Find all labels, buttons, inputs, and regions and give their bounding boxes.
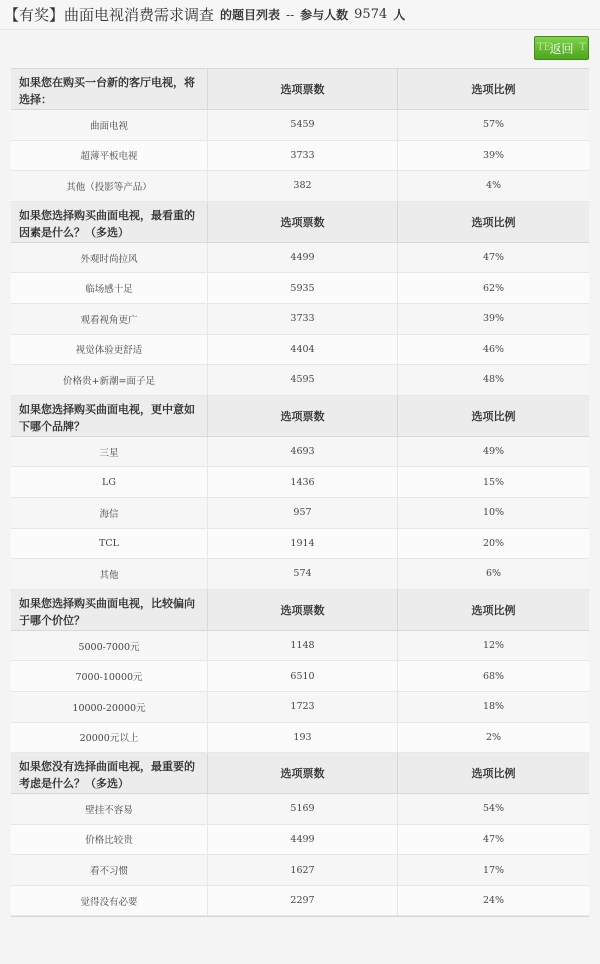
participants-unit: 人	[393, 8, 406, 22]
option-rows	[11, 110, 589, 202]
back-button-label: 返回	[549, 41, 574, 56]
option-votes: 4499	[208, 243, 398, 273]
option-votes: 4693	[208, 437, 398, 467]
option-rows	[11, 794, 589, 916]
option-row	[11, 723, 589, 754]
option-label: 觉得没有必要	[11, 886, 208, 916]
back-button-left-glyph: TE	[537, 42, 551, 53]
option-label: 三星	[11, 437, 208, 467]
option-label: 海信	[11, 498, 208, 528]
option-label: 7000-10000元	[11, 661, 208, 691]
option-votes: 1723	[208, 692, 398, 722]
participants-count: 9574	[354, 7, 388, 22]
question-text: 如果您选择购买曲面电视，比较偏向于哪个价位？	[11, 590, 208, 630]
question-text: 如果您在购买一台新的客厅电视，将选择：	[11, 69, 208, 109]
option-row	[11, 855, 589, 886]
option-ratio: 62%	[482, 282, 505, 294]
option-ratio: 15%	[482, 476, 505, 488]
option-label: TCL	[11, 529, 208, 559]
option-label: 其他（投影等产品）	[11, 171, 208, 201]
page-subtitle: 的题目列表	[220, 8, 281, 22]
option-votes: 5169	[208, 794, 398, 824]
option-votes: 574	[208, 559, 398, 589]
option-label: 价格比较贵	[11, 825, 208, 855]
option-votes: 3733	[208, 304, 398, 334]
option-ratio: 57%	[482, 119, 505, 131]
option-ratio: 12%	[482, 640, 505, 652]
question-block	[11, 590, 589, 753]
header-separator: --	[286, 7, 295, 22]
option-rows	[11, 243, 589, 396]
page-header	[0, 0, 600, 30]
page-title: 【有奖】曲面电视消费需求调查	[4, 6, 215, 24]
survey-results-table	[11, 68, 589, 917]
option-ratio: 39%	[482, 149, 505, 161]
option-row	[11, 498, 589, 529]
option-votes: 4595	[208, 365, 398, 395]
question-header	[11, 590, 589, 631]
option-label: 20000元以上	[11, 723, 208, 753]
option-row	[11, 243, 589, 274]
option-votes: 957	[208, 498, 398, 528]
option-row	[11, 559, 589, 590]
option-votes: 3733	[208, 141, 398, 171]
option-ratio: 18%	[482, 701, 505, 713]
option-row	[11, 110, 589, 141]
option-ratio: 24%	[482, 895, 505, 907]
option-label: 临场感十足	[11, 273, 208, 303]
option-row	[11, 661, 589, 692]
votes-column-header: 选项票数	[208, 202, 398, 242]
back-button[interactable]	[534, 36, 589, 60]
option-votes: 4499	[208, 825, 398, 855]
option-ratio: 39%	[482, 313, 505, 325]
option-label: 视觉体验更舒适	[11, 335, 208, 365]
option-ratio: 49%	[482, 446, 505, 458]
back-button-right-glyph: T	[579, 42, 586, 53]
option-row	[11, 529, 589, 560]
question-block	[11, 753, 589, 916]
option-votes: 5935	[208, 273, 398, 303]
option-rows	[11, 631, 589, 753]
question-text: 如果您没有选择曲面电视，最重要的考虑是什么？（多选）	[11, 753, 208, 793]
option-label: 其他	[11, 559, 208, 589]
ratio-column-header: 选项比例	[471, 83, 516, 96]
question-header	[11, 396, 589, 437]
option-votes: 1148	[208, 631, 398, 661]
option-row	[11, 304, 589, 335]
option-ratio: 48%	[482, 374, 505, 386]
option-ratio: 20%	[482, 537, 505, 549]
question-text: 如果您选择购买曲面电视，最看重的因素是什么？（多选）	[11, 202, 208, 242]
option-ratio: 6%	[485, 568, 502, 580]
option-row	[11, 437, 589, 468]
option-label: 5000-7000元	[11, 631, 208, 661]
option-ratio: 4%	[485, 180, 502, 192]
option-votes: 1627	[208, 855, 398, 885]
option-label: 价格贵+新潮=面子足	[11, 365, 208, 395]
option-votes: 1914	[208, 529, 398, 559]
option-row	[11, 335, 589, 366]
question-block	[11, 69, 589, 202]
question-header	[11, 753, 589, 794]
votes-column-header: 选项票数	[208, 590, 398, 630]
option-votes: 382	[208, 171, 398, 201]
option-ratio: 47%	[482, 833, 505, 845]
option-ratio: 46%	[482, 343, 505, 355]
option-label: 看不习惯	[11, 855, 208, 885]
option-label: 超薄平板电视	[11, 141, 208, 171]
option-row	[11, 141, 589, 172]
option-row	[11, 171, 589, 202]
question-block	[11, 396, 589, 590]
question-block	[11, 202, 589, 396]
option-ratio: 17%	[482, 864, 505, 876]
ratio-column-header: 选项比例	[471, 767, 516, 781]
option-row	[11, 467, 589, 498]
votes-column-header: 选项票数	[208, 753, 398, 793]
question-text: 如果您选择购买曲面电视，更中意如下哪个品牌？	[11, 396, 208, 436]
ratio-column-header: 选项比例	[471, 215, 516, 229]
option-votes: 6510	[208, 661, 398, 691]
option-row	[11, 825, 589, 856]
option-row	[11, 794, 589, 825]
option-label: LG	[11, 467, 208, 497]
option-label: 外观时尚拉风	[11, 243, 208, 273]
question-header	[11, 69, 589, 110]
option-label: 曲面电视	[11, 110, 208, 140]
option-row	[11, 365, 589, 396]
option-votes: 4404	[208, 335, 398, 365]
votes-column-header: 选项票数	[208, 69, 398, 109]
ratio-column-header: 选项比例	[471, 409, 516, 423]
option-row	[11, 631, 589, 662]
option-ratio: 2%	[485, 731, 502, 743]
option-row	[11, 273, 589, 304]
option-ratio: 54%	[482, 803, 505, 815]
option-ratio: 68%	[482, 670, 505, 682]
option-ratio: 47%	[482, 252, 505, 264]
votes-column-header: 选项票数	[208, 396, 398, 436]
option-row	[11, 692, 589, 723]
option-row	[11, 886, 589, 917]
option-ratio: 10%	[482, 507, 505, 519]
ratio-column-header: 选项比例	[471, 603, 516, 617]
option-votes: 5459	[208, 110, 398, 140]
participants-label: 参与人数	[300, 8, 349, 22]
option-votes: 193	[208, 723, 398, 753]
option-votes: 2297	[208, 886, 398, 916]
option-votes: 1436	[208, 467, 398, 497]
option-label: 观看视角更广	[11, 304, 208, 334]
question-header	[11, 202, 589, 243]
option-label: 壁挂不容易	[11, 794, 208, 824]
option-label: 10000-20000元	[11, 692, 208, 722]
option-rows	[11, 437, 589, 590]
